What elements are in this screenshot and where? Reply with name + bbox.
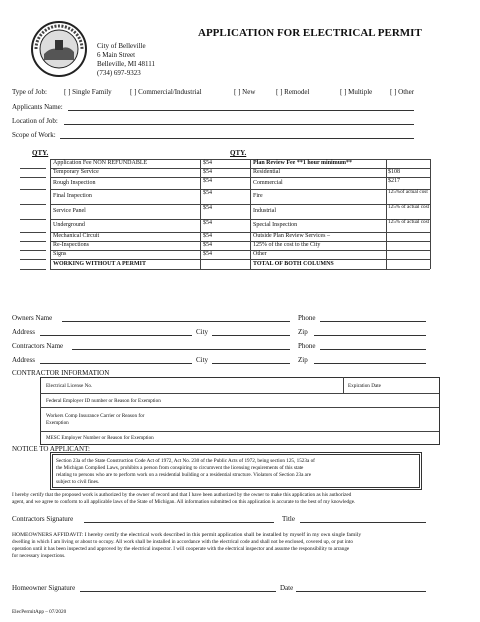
qty-input-right[interactable] [224,177,246,178]
fee-amount-left: $54 [203,251,212,257]
job-type-remodel[interactable]: [ ] Remodel [276,88,310,96]
qty-input-left[interactable] [20,204,46,205]
affidavit-line-3: operation until it has been inspected and approved by the electrical inspector. I will cooperate with the electrical inspector and assume the responsibility to arrange [12,546,350,552]
homeowner-signature-label: Homeowner Signature [12,584,76,592]
owner-city-label: City [196,328,209,336]
fee-amount-right: $217 [388,178,400,184]
job-type-other[interactable]: [ ] Other [390,88,415,96]
notice-line-2: the Michigan Complied Laws, prohibits a person from conspiring to circumvent the licensing requirements of this state [56,465,304,471]
table-column-rule [200,159,201,269]
fee-amount-right: 125% of actual cost [388,219,430,225]
fee-item-left: Re-Inspections [53,242,89,248]
table-column-rule [250,159,251,269]
title-input[interactable] [300,522,426,523]
job-type-single-family[interactable]: [ ] Single Family [64,88,112,96]
certify-line-1: I hereby certify that the proposed work is authorized by the owner of record and that I have been authorized by the owner to make this application as his authorized [12,492,352,498]
owner-phone-label: Phone [298,314,316,322]
contractor-phone-input[interactable] [320,349,426,350]
contractor-zip-label: Zip [298,356,308,364]
qty-input-right[interactable] [224,250,246,251]
fee-item-right: Other [253,251,267,257]
owner-zip-input[interactable] [314,335,426,336]
job-type-label: Type of Job: [12,88,47,96]
fee-item-left: Underground [53,222,85,228]
affidavit-line-2: dwelling in which I am living or about to occupy. All work shall be installed in accordance with the electrical code and shall not be enclosed, covered up, or put into [12,539,353,545]
qty-label-right: QTY. [230,149,247,157]
affidavit-line-4: for necessary inspections. [12,553,66,559]
qty-input-right[interactable] [224,259,246,260]
qty-input-left[interactable] [20,269,46,270]
homeowner-signature-input[interactable] [80,591,276,592]
qty-input-left[interactable] [20,241,46,242]
mesc-label: MESC Employer Number or Reason for Exemption [46,435,154,441]
table-column-rule [386,159,387,269]
owner-zip-label: Zip [298,328,308,336]
date-input[interactable] [296,591,426,592]
fee-item-right: Special Inspection [253,222,298,228]
city-street: 6 Main Street [97,51,136,59]
affidavit-line-1: HOMEOWNERS AFFIDAVIT: I hereby certify the electrical work described in this permit application shall be installed by myself in my own single family [12,532,362,538]
table-column-rule [430,159,431,269]
contractor-city-label: City [196,356,209,364]
city-seal-logo [30,20,88,78]
contractor-info-heading: CONTRACTOR INFORMATION [12,369,110,377]
fee-item-right: Commercial [253,179,283,186]
form-title: APPLICATION FOR ELECTRICAL PERMIT [198,27,422,39]
fee-amount-left: $54 [203,178,212,184]
qty-input-left[interactable] [20,177,46,178]
city-name: City of Belleville [97,42,146,50]
contractor-name-label: Contractors Name [12,342,64,350]
location-input[interactable] [64,124,414,125]
contractor-address-input[interactable] [40,363,192,364]
fee-item-right: Residential [253,169,280,175]
fee-amount-left: $54 [203,160,212,166]
owner-address-label: Address [12,328,35,336]
qty-input-right[interactable] [224,219,246,220]
location-label: Location of Job: [12,117,58,125]
contractor-signature-input[interactable] [84,522,274,523]
notice-heading: NOTICE TO APPLICANT: [12,445,90,453]
fee-item-left: WORKING WITHOUT A PERMIT [53,260,146,267]
fee-item-right: Outside Plan Review Services – [253,233,330,239]
owner-city-input[interactable] [212,335,290,336]
fee-amount-left: $54 [203,169,212,175]
workers-comp-label-2: Exemption [46,420,69,426]
qty-input-right[interactable] [224,269,246,270]
qty-input-left[interactable] [20,168,46,169]
notice-line-3: relating to persons who are to perform work on a residential building or a residential structure. Violators of Section 23a are [56,472,312,478]
title-label: Title [282,515,295,523]
contractor-city-input[interactable] [212,363,290,364]
city-citystate: Belleville, MI 48111 [97,60,155,68]
fee-item-right: Fire [253,193,263,199]
certify-line-2: agent, and we agree to conform to all applicable laws of the State of Michigan. All information submitted on this application is accurate to the best of my knowledge. [12,499,356,505]
fee-item-right: TOTAL OF BOTH COLUMNS [253,260,334,267]
owner-address-input[interactable] [40,335,192,336]
fee-amount-left: $54 [203,190,212,196]
fee-item-left: Service Panel [53,208,86,214]
scope-input[interactable] [60,138,414,139]
fee-item-right: 125% of the cost to the City [253,242,321,248]
federal-label: Federal Employer ID number or Reason for Exemption [46,398,161,404]
qty-input-right[interactable] [224,204,246,205]
contractor-address-label: Address [12,356,35,364]
job-type-new[interactable]: [ ] New [234,88,256,96]
qty-input-left[interactable] [20,259,46,260]
contractor-phone-label: Phone [298,342,316,350]
qty-input-right[interactable] [224,189,246,190]
fee-amount-right: $108 [388,169,400,175]
fee-item-right: Plan Review Fee **1 hour minimum** [253,160,353,166]
applicant-label: Applicants Name: [12,103,63,111]
license-label: Electrical License No. [46,383,93,389]
contractor-zip-input[interactable] [314,363,426,364]
fee-amount-left: $54 [203,205,212,211]
notice-line-4: subject to civil fines. [56,479,100,485]
owner-name-label: Owners Name [12,314,53,322]
table-column-rule [50,159,51,269]
fee-item-left: Application Fee NON REFUNDABLE [53,160,148,166]
fee-item-left: Temporary Service [53,169,99,175]
fee-item-left: Rough Inspection [53,179,96,186]
scope-label: Scope of Work: [12,131,56,139]
qty-input-left[interactable] [20,189,46,190]
workers-comp-label: Workers Comp Insurance Carrier or Reason for [46,413,145,419]
qty-input-left[interactable] [20,232,46,233]
qty-input-left[interactable] [20,250,46,251]
footer-form-id: ElecPermitApp – 07/2020 [12,609,67,615]
fee-amount-right: 125% of actual cost [388,204,430,210]
fee-amount-left: $54 [203,242,212,248]
fee-amount-right: 125%of actual cost [388,189,428,195]
fee-item-right: Industrial [253,208,276,214]
qty-input-right[interactable] [224,241,246,242]
owner-name-input[interactable] [62,321,290,322]
applicant-input[interactable] [68,110,414,111]
fee-item-left: Final Inspection [53,193,92,199]
fee-item-left: Mechanical Circuit [53,233,100,239]
owner-phone-input[interactable] [320,321,426,322]
expiration-label: Expiration Date [348,383,381,389]
city-phone: (734) 697-9323 [97,69,141,77]
contractor-signature-label: Contractors Signature [12,515,74,523]
contractor-name-input[interactable] [72,349,290,350]
fee-item-left: Signs [53,251,67,257]
date-label: Date [280,584,294,592]
qty-input-right[interactable] [224,168,246,169]
fee-amount-left: $54 [203,233,212,239]
job-type-commercial[interactable]: [ ] Commercial/Industrial [130,88,202,96]
qty-input-right[interactable] [224,232,246,233]
notice-line-1: Section 23a of the State Construction Code Act of 1972, Act No. 230 of the Public Acts of 1972, being section 125, 1523a of [56,458,315,464]
qty-label-left: QTY. [32,149,49,157]
fee-amount-left: $54 [203,220,212,226]
job-type-multiple[interactable]: [ ] Multiple [340,88,373,96]
qty-input-left[interactable] [20,219,46,220]
